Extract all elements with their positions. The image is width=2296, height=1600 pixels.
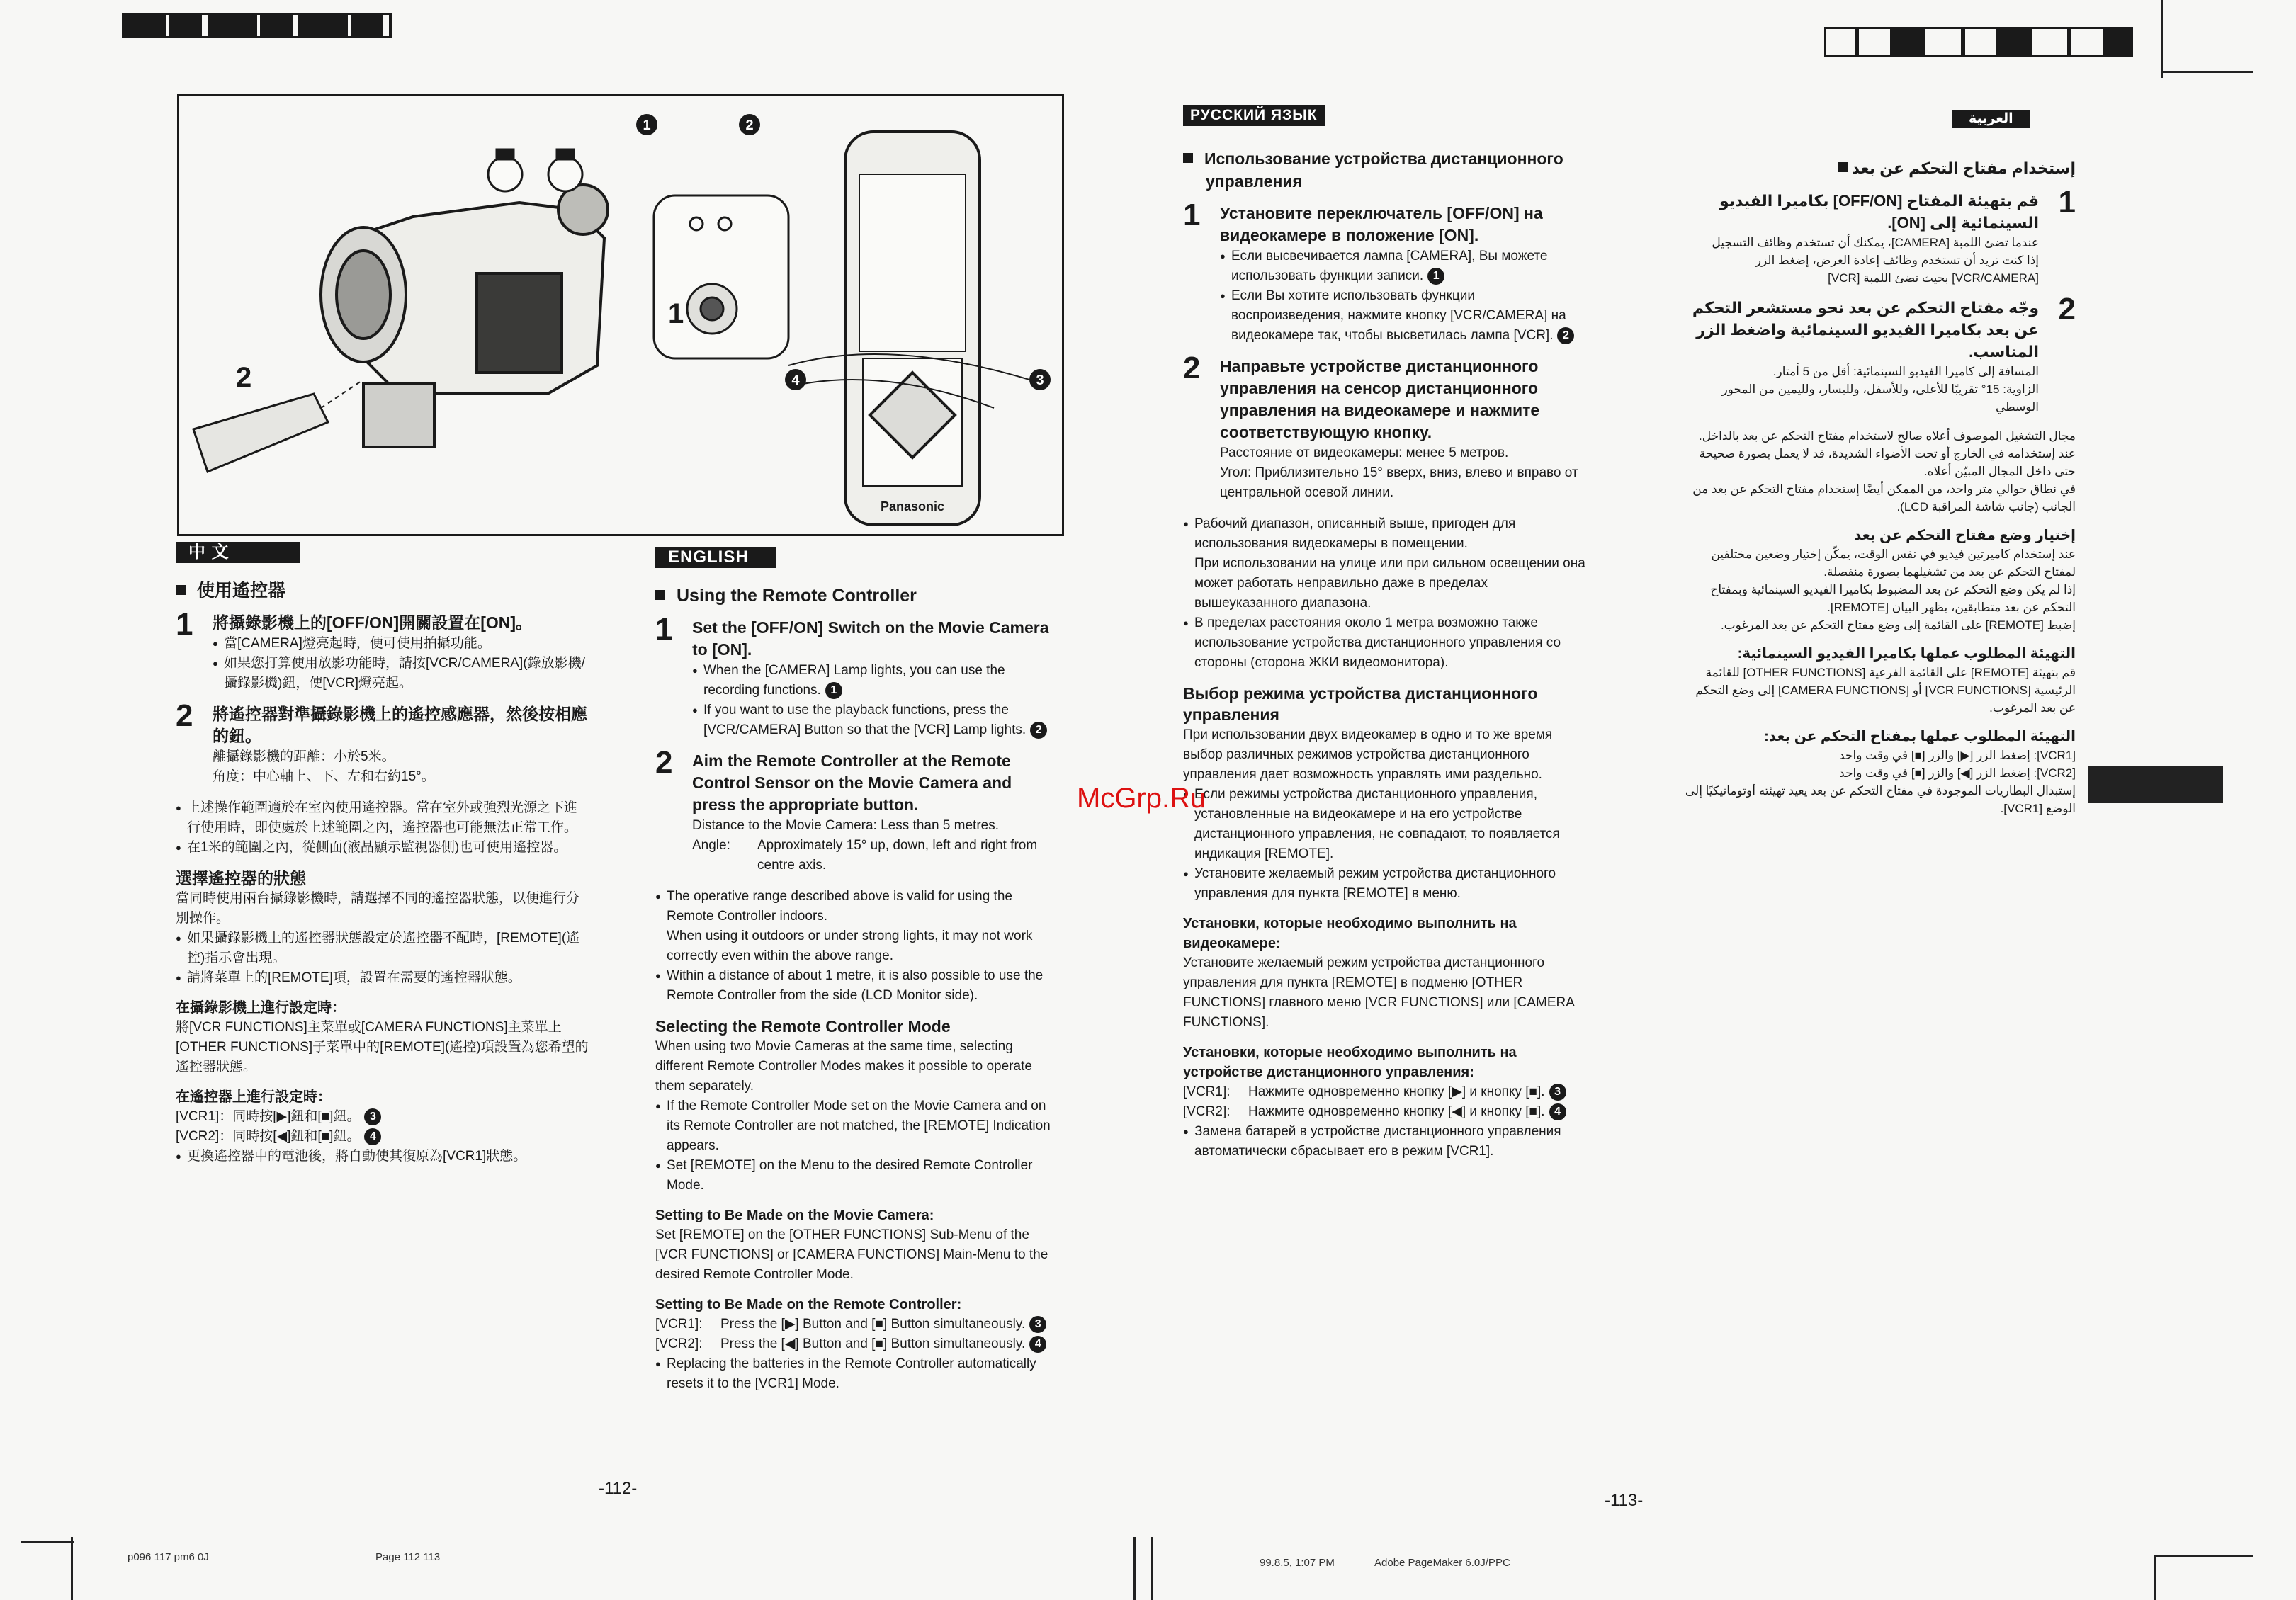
footer-date: 99.8.5, 1:07 PM — [1260, 1557, 1335, 1569]
chinese-step-2: 2 將遙控器對準攝錄影機上的遙控感應器，然後按相應的鈕。 離攝錄影機的距離：小於5米。 角度：中心軸上、下、左和右約15°。 — [176, 698, 587, 784]
arabic-section-label: العربية — [1952, 110, 2030, 128]
crop-mark — [1133, 1537, 1136, 1600]
left-page-number: -112- — [599, 1479, 638, 1498]
english-column: Using the Remote Controller 1 Set the [OFF/ON] Switch on the Movie Camera to [ON]. ● When the [CAMERA] Lamp lights, you can use the recording functions. 1 ● If you want to use the playback functions, press the [VCR/CAMERA] Button so that the [VCR] Lamp lights. 2 2 Aim the Remote Controller at the Remote Control Sensor on the Movie Camera and press the appropriate button. Distance to the Movie Camera: Less than 5 metres. Angle: Approximately 15° up, down, left and right from centre axis. ● The operative range described above is valid for using the Remote Controller indoors. When using it outdoors or under strong lights, it may not work correctly even within the above range. ● Within a distance of about 1 metre, it is also possible to use the Remote Controller from the side (LCD Monitor side). Selecting the Remote Controller Mode When using two Movie Cameras at the same time, selecting different Remote Controller Modes makes it possible to operate them separately. ● If the Remote Controller Mode set on the Movie Camera and on its Remote Controller are not matched, the [REMOTE] Indication appears. ● Set [REMOTE] on the Menu to the desired Remote Controller Mode. Setting to Be Made on the Movie Camera: Set [REMOTE] on the [OTHER FUNCTIONS] Sub-Menu of the [VCR FUNCTIONS] or [CAMERA FUNCTIONS] Main-Menu to the desired Remote Controller Mode. Setting to Be Made on the Remote Controller: [VCR1]: Press the [▶] Button and [■] Button simultaneously. 3 [VCR2]: Press the [◀] Button and [■] Button simultaneously. 4 ● Replacing the batteries in the Remote Controller automatically resets it to the [VCR1] Mode. — [655, 584, 1059, 1394]
callout-2-icon: 2 — [1030, 722, 1047, 739]
russian-mode-heading: Выбор режима устройства дистанционного управления — [1183, 684, 1538, 724]
svg-text:1: 1 — [643, 118, 651, 133]
callout-1 — [636, 114, 657, 135]
registration-bar-right — [1824, 27, 2133, 57]
russian-step-2: 2 Направьте устройстве дистанционного управления на сенсор дистанционного управления на видеокамере и нажмите соответствующую кнопку. Расстояние от видеокамеры: менее 5 метров. Угол: Приблизительно 15° вверх, вниз, влево и вправо от центральной осевой линии. — [1183, 351, 1578, 500]
remote-controller-illustration — [845, 132, 980, 525]
camera-remote-illustration — [179, 96, 1062, 534]
watermark: McGrp.Ru — [1077, 783, 1206, 814]
remote-brand: Panasonic — [880, 499, 945, 514]
crop-mark — [1151, 1537, 1153, 1600]
crop-mark — [71, 1537, 73, 1600]
arabic-heading: إستخدام مفتاح التحكم عن بعد — [1679, 157, 2076, 180]
russian-section-label: РУССКИЙ ЯЗЫК — [1183, 105, 1325, 126]
callout-4-icon: 4 — [1029, 1336, 1046, 1353]
chinese-column: 使用遙控器 1 將攝錄影機上的[OFF/ON]開關設置在[ON]。 ● 當[CAMERA]燈亮起時，便可使用拍攝功能。 ● 如果您打算使用放影功能時，請按[VCR/CAMERA](錄放影機/攝錄影機)鈕，使[VCR]燈亮起。 2 將遙控器對準攝錄影機上的遙控感應器，然後按相應的鈕。 離攝錄影機的距離：小於5米。 角度：中心軸上、下、左和右約15°。 ● 上述操作範圍適於在室內使用遙控器。當在室外或強烈光源之下進行使用時，即使處於上述範圍之內，遙控器也可能無法正常工作。 ● 在1米的範圍之內，從側面(液晶顯示監視器側)也可使用遙控器。 選擇遙控器的狀態 當同時使用兩台攝錄影機時，請選擇不同的遙控器狀態，以便進行分別操作。 ● 如果攝錄影機上的遙控器狀態設定於遙控器不配時，[REMOTE](遙控)指示會出現。 ● 請將菜單上的[REMOTE]項，設置在需要的遙控器狀態。 在攝錄影機上進行設定時： 將[VCR FUNCTIONS]主菜單或[CAMERA FUNCTIONS]主菜單上[OTHER FUNCTIONS]子菜單中的[REMOTE](遙控)項設置為您希望的遙控器狀態。 在遙控器上進行設定時： [VCR1]：同時按[▶]鈕和[■]鈕。 3 [VCR2]：同時按[◀]鈕和[■]鈕。 4 ● 更換遙控器中的電池後，將自動使其復原為[VCR1]狀態。 — [176, 579, 590, 1167]
english-heading: Using the Remote Controller — [655, 584, 1059, 607]
callout-1-icon: 1 — [1427, 268, 1444, 285]
crop-mark — [2161, 71, 2253, 73]
callout-1-icon: 1 — [825, 682, 842, 699]
footer-file: p096 117 pm6 0J — [128, 1551, 209, 1563]
callout-3-icon: 3 — [1549, 1084, 1566, 1101]
right-page-number: -113- — [1605, 1491, 1644, 1510]
footer-page: Page 112 113 — [375, 1551, 441, 1563]
svg-text:2: 2 — [745, 118, 754, 133]
callout-4 — [785, 369, 806, 390]
small-remote-illustration — [193, 394, 328, 472]
callout-4-icon: 4 — [364, 1128, 381, 1145]
figure-label-2: 2 — [236, 362, 252, 393]
callout-2 — [739, 114, 760, 135]
chinese-mode-heading: 選擇遙控器的狀態 — [176, 869, 306, 887]
arabic-step-1: 1 قم بتهيئة المفتاح [OFF/ON] بكاميرا الفيديو السينمائية إلى [ON]. عندما تضئ اللمبة [CAMERA]، يمكنك أن تستخدم وظائف التسجيل إذا كنت تريد أن تستخدم وظائف إعادة العرض، إضغط الزر [VCR/CAMERA] بحيث تضئ اللمبة [VCR] — [1712, 185, 2076, 285]
svg-text:4: 4 — [791, 373, 800, 388]
english-step-1: 1 Set the [OFF/ON] Switch on the Movie Camera to [ON]. ● When the [CAMERA] Lamp lights, you can use the recording functions. 1 ● If you want to use the playback functions, press the [VCR/CAMERA] Button so that the [VCR] Lamp lights. 2 — [655, 617, 1059, 740]
chinese-step-1: 1 將攝錄影機上的[OFF/ON]開關設置在[ON]。 ● 當[CAMERA]燈亮起時，便可使用拍攝功能。 ● 如果您打算使用放影功能時，請按[VCR/CAMERA](錄放影機/攝錄影機)鈕，使[VCR]燈亮起。 — [176, 612, 590, 693]
callout-3-icon: 3 — [364, 1108, 381, 1125]
camera-detail-inset — [654, 195, 788, 358]
arabic-step-2: 2 وجّه مفتاح التحكم عن بعد نحو مستشعر التحكم عن بعد بكاميرا الفيديو السينمائية واضغط الزر المناسب. المسافة إلى كاميرا الفيديو السينمائية: أقل من 5 أمتار. الزاوية: 15° تقريبًا للأعلى، وللأسفل، ولليسار، ولليمين من المحور الوسطي — [1692, 292, 2076, 414]
callout-3 — [1029, 369, 1051, 390]
crop-mark — [2161, 0, 2163, 78]
figure-label-1: 1 — [668, 298, 684, 329]
callout-3-icon: 3 — [1029, 1316, 1046, 1333]
camera-illustration — [321, 185, 608, 447]
arabic-column: إستخدام مفتاح التحكم عن بعد 1 قم بتهيئة المفتاح [OFF/ON] بكاميرا الفيديو السينمائية إلى [ON]. عندما تضئ اللمبة [CAMERA]، يمكنك أن تستخدم وظائف التسجيل إذا كنت تريد أن تستخدم وظائف إعادة العرض، إضغط الزر [VCR/CAMERA] بحيث تضئ اللمبة [VCR] 2 وجّه مفتاح التحكم عن بعد نحو مستشعر التحكم عن بعد بكاميرا الفيديو السينمائية واضغط الزر المناسب. المسافة إلى كاميرا الفيديو السينمائية: أقل من 5 أمتار. الزاوية: 15° تقريبًا للأعلى، وللأسفل، ولليسار، ولليمين من المحور الوسطي مجال التشغيل الموصوف أعلاه صالح لاستخدام مفتاح التحكم عن بعد بالداخل. عند إستخدامه في الخارج أو تحت الأضواء الشديدة، قد لا يعمل بصورة صحيحة حتى داخل المجال المبيّن أعلاه. في نطاق حوالي متر واحد، من الممكن أيضًا إستخدام مفتاح التحكم عن بعد من الجانب (جانب شاشة المراقبة LCD). إختيار وضع مفتاح التحكم عن بعد عند إستخدام كاميرتين فيديو في نفس الوقت، يمكّن إختيار وضعين مختلفين لمفتاح التحكم عن بعد من تشغيلهما بصورة منفصلة. إذا لم يكن وضع التحكم عن بعد المضبوط بكاميرا الفيديو السينمائية وبمفتاح التحكم عن بعد متطابقين، يظهر البيان [REMOTE]. إضبط [REMOTE] على القائمة إلى وضع مفتاح التحكم عن بعد المرغوب. التهيئة المطلوب عملها بكاميرا الفيديو السينمائية: قم بتهيئة [REMOTE] على القائمة الفرعية [OTHER FUNCTIONS] للقائمة الرئيسية [VCR FUNCTIONS] أو [CAMERA FUNCTIONS] إلى وضع التحكم عن بعد المرغوب. التهيئة المطلوب عملها بمفتاح التحكم عن بعد: [VCR1]: إضغط الزر [▶] والزر [■] في وقت واحد [VCR2]: إضغط الزر [◀] والزر [■] في وقت واحد إستبدال البطاريات الموجودة في مفتاح التحكم عن بعد يعيد تهيئته أوتوماتيكيًا إلى الوضع [VCR1]. — [1679, 157, 2076, 817]
english-section-label: ENGLISH — [655, 547, 776, 568]
svg-text:3: 3 — [1036, 373, 1044, 388]
english-mode-heading: Selecting the Remote Controller Mode — [655, 1017, 951, 1036]
registration-bar-left — [122, 13, 392, 38]
footer-app: Adobe PageMaker 6.0J/PPC — [1374, 1557, 1510, 1569]
crop-mark — [21, 1541, 74, 1543]
russian-heading: Использование устройства дистанционного управления — [1183, 147, 1587, 193]
illustration-frame — [177, 94, 1064, 536]
chinese-section-label: 中 文 — [176, 542, 300, 563]
side-tab — [2088, 766, 2223, 803]
mode-switches — [488, 149, 582, 191]
russian-step-1: 1 Установите переключатель [OFF/ON] на видеокамере в положение [ON]. ● Если высвечивается лампа [CAMERA], Вы можете использовать функции записи. 1 ● Если Вы хотите использовать функции воспроизведения, нажмите кнопку [VCR/CAMERA] на видеокамере так, чтобы высветилась лампа [VCR]. 2 — [1183, 203, 1587, 346]
crop-mark — [2154, 1555, 2156, 1600]
callout-2-icon: 2 — [1557, 327, 1574, 344]
callout-4-icon: 4 — [1549, 1103, 1566, 1120]
russian-column: Использование устройства дистанционного управления 1 Установите переключатель [OFF/ON] на видеокамере в положение [ON]. ● Если высвечивается лампа [CAMERA], Вы можете использовать функции записи. 1 ● Если Вы хотите использовать функции воспроизведения, нажмите кнопку [VCR/CAMERA] на видеокамере так, чтобы высветилась лампа [VCR]. 2 2 Направьте устройстве дистанционного управления на сенсор дистанционного управления на видеокамере и нажмите соответствующую кнопку. Расстояние от видеокамеры: менее 5 метров. Угол: Приблизительно 15° вверх, вниз, влево и вправо от центральной осевой линии. ● Рабочий диапазон, описанный выше, пригоден для использования видеокамеры в помещении. При использовании на улице или при сильном освещении она может работать неправильно даже в пределах вышеуказанного диапазона. ● В пределах расстояния около 1 метра возможно также использование устройства дистанционного управления со стороны (сторона ЖКИ видеомонитора). Выбор режима устройства дистанционного управления При использовании двух видеокамер в одно и то же время выбор различных режимов устройства дистанционного управления дает возможность управлять ими раздельно. ● Если режимы устройства дистанционного управления, установленные на видеокамере и на его устройстве дистанционного управления, не совпадают, то появляется индикация [REMOTE]. ● Установите желаемый режим устройства дистанционного управления для пункта [REMOTE] в меню. Установки, которые необходимо выполнить на видеокамере: Установите желаемый режим устройства дистанционного управления для пункта [REMOTE] в подменю [OTHER FUNCTIONS] главного меню [VCR FUNCTIONS] или [CAMERA FUNCTIONS]. Установки, которые необходимо выполнить на устройстве дистанционного управления: [VCR1]: Нажмите одновременно кнопку [▶] и кнопку [■]. 3 [VCR2]: Нажмите одновременно кнопку [◀] и кнопку [■]. 4 ● Замена батарей в устройстве дистанционного управления автоматически сбрасывает его в режим [VCR1]. — [1183, 147, 1587, 1162]
chinese-heading: 使用遙控器 — [176, 579, 590, 602]
crop-mark — [2154, 1555, 2253, 1557]
english-step-2: 2 Aim the Remote Controller at the Remote Control Sensor on the Movie Camera and press the appropriate button. Distance to the Movie Camera: Less than 5 metres. Angle: Approximately 15° up, down, left and right from centre axis. — [655, 745, 1038, 873]
